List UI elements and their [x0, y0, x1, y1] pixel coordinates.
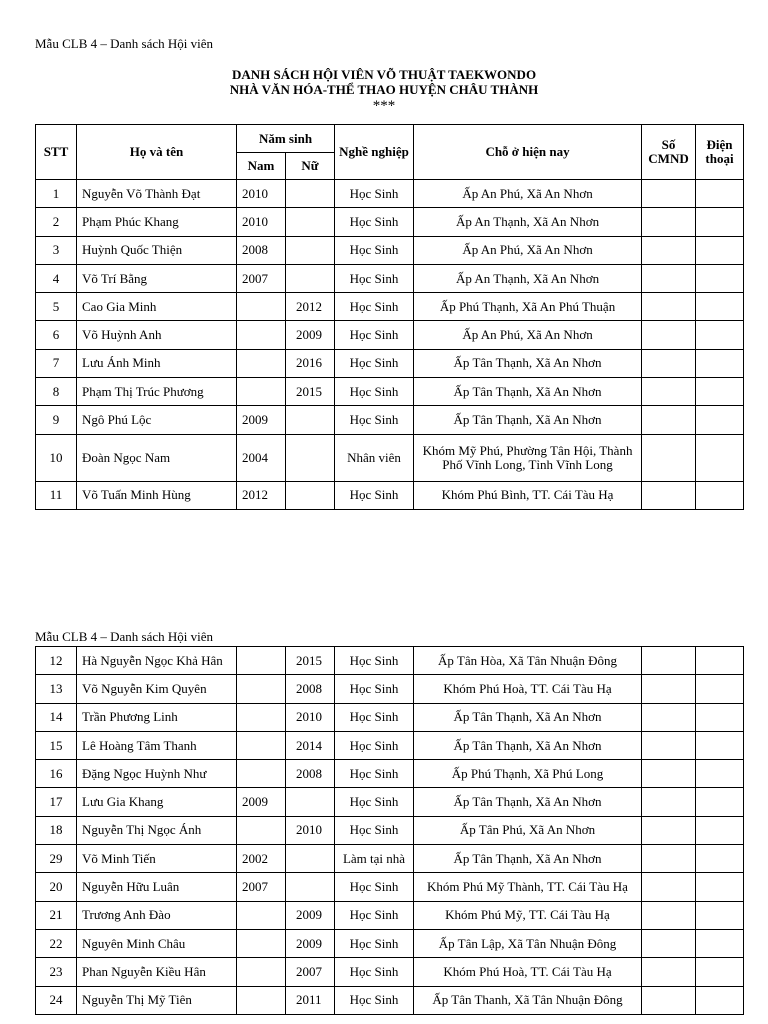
cell-phone [696, 180, 744, 208]
cell-birth-male: 2004 [237, 434, 286, 481]
cell-birth-male: 2012 [237, 481, 286, 509]
cell-job: Học Sinh [335, 760, 414, 788]
cell-address: Khóm Phú Hoà, TT. Cái Tàu Hạ [414, 675, 642, 703]
cell-phone [696, 929, 744, 957]
cell-birth-male [237, 731, 286, 759]
header-name: Họ và tên [77, 125, 237, 180]
cell-name: Hà Nguyễn Ngọc Khả Hân [77, 647, 237, 675]
cell-birth-male [237, 321, 286, 349]
table-row [36, 180, 744, 208]
cell-name: Phạm Thị Trúc Phương [77, 378, 237, 406]
cell-id-number [642, 760, 696, 788]
table-row [36, 434, 744, 481]
cell-phone [696, 788, 744, 816]
cell-stt: 22 [36, 929, 77, 957]
cell-address: Ấp Tân Lập, Xã Tân Nhuận Đông [414, 929, 642, 957]
cell-birth-female: 2010 [286, 703, 335, 731]
cell-stt: 3 [36, 236, 77, 264]
header-female: Nữ [286, 153, 335, 180]
cell-birth-female [286, 236, 335, 264]
cell-job: Học Sinh [335, 378, 414, 406]
cell-id-number [642, 647, 696, 675]
table-row [36, 208, 744, 236]
table-row [36, 647, 744, 675]
cell-birth-male: 2007 [237, 873, 286, 901]
cell-birth-male [237, 901, 286, 929]
cell-id-number [642, 958, 696, 986]
cell-job: Học Sinh [335, 675, 414, 703]
member-table-page1 [35, 124, 744, 510]
document-title-line2: NHÀ VĂN HÓA-THỂ THAO HUYỆN CHÂU THÀNH [229, 82, 539, 97]
cell-birth-male [237, 293, 286, 321]
cell-address: Khóm Phú Mỹ Thành, TT. Cái Tàu Hạ [414, 873, 642, 901]
cell-birth-male: 2002 [237, 845, 286, 873]
cell-job: Học Sinh [335, 703, 414, 731]
table-row [36, 703, 744, 731]
cell-job: Học Sinh [335, 264, 414, 292]
cell-stt: 14 [36, 703, 77, 731]
cell-name: Nguyễn Thị Mỹ Tiên [77, 986, 237, 1014]
cell-id-number [642, 929, 696, 957]
cell-name: Nguyên Minh Châu [77, 929, 237, 957]
cell-birth-female: 2008 [286, 760, 335, 788]
cell-name: Phạm Phúc Khang [77, 208, 237, 236]
cell-phone [696, 349, 744, 377]
table-row [36, 378, 744, 406]
cell-job: Học Sinh [335, 788, 414, 816]
cell-name: Ngô Phú Lộc [77, 406, 237, 434]
cell-id-number [642, 986, 696, 1014]
cell-stt: 1 [36, 180, 77, 208]
cell-phone [696, 873, 744, 901]
cell-stt: 6 [36, 321, 77, 349]
table-row [36, 293, 744, 321]
cell-id-number [642, 378, 696, 406]
cell-job: Học Sinh [335, 986, 414, 1014]
cell-stt: 5 [36, 293, 77, 321]
cell-id-number [642, 180, 696, 208]
cell-name: Đoàn Ngọc Nam [77, 434, 237, 481]
cell-stt: 12 [36, 647, 77, 675]
table-row [36, 675, 744, 703]
cell-stt: 24 [36, 986, 77, 1014]
cell-id-number [642, 845, 696, 873]
table-row [36, 760, 744, 788]
cell-birth-male [237, 647, 286, 675]
cell-job: Học Sinh [335, 731, 414, 759]
cell-job: Học Sinh [335, 321, 414, 349]
cell-phone [696, 321, 744, 349]
document-title-line1: DANH SÁCH HỘI VIÊN VÕ THUẬT TAEKWONDO [231, 67, 537, 82]
cell-job: Học Sinh [335, 816, 414, 844]
cell-birth-male: 2009 [237, 406, 286, 434]
cell-address: Ấp Tân Thạnh, Xã An Nhơn [414, 406, 642, 434]
cell-birth-female: 2014 [286, 731, 335, 759]
cell-stt: 7 [36, 349, 77, 377]
table-row [36, 264, 744, 292]
cell-job: Học Sinh [335, 929, 414, 957]
cell-address: Ấp Phú Thạnh, Xã Phú Long [414, 760, 642, 788]
table-row [36, 845, 744, 873]
cell-birth-male: 2007 [237, 264, 286, 292]
header-male: Nam [237, 153, 286, 180]
cell-id-number [642, 816, 696, 844]
cell-address: Ấp An Phú, Xã An Nhơn [414, 321, 642, 349]
cell-name: Nguyễn Hữu Luân [77, 873, 237, 901]
table-row [36, 349, 744, 377]
cell-birth-female: 2015 [286, 378, 335, 406]
cell-birth-male [237, 675, 286, 703]
cell-phone [696, 816, 744, 844]
cell-name: Phan Nguyễn Kiều Hân [77, 958, 237, 986]
cell-stt: 23 [36, 958, 77, 986]
cell-job: Học Sinh [335, 208, 414, 236]
cell-stt: 21 [36, 901, 77, 929]
cell-name: Huỳnh Quốc Thiện [77, 236, 237, 264]
cell-job: Nhân viên [335, 434, 414, 481]
cell-name: Trương Anh Đào [77, 901, 237, 929]
cell-phone [696, 378, 744, 406]
cell-stt: 4 [36, 264, 77, 292]
cell-birth-female [286, 208, 335, 236]
cell-birth-male [237, 760, 286, 788]
cell-birth-female [286, 406, 335, 434]
cell-stt: 11 [36, 481, 77, 509]
cell-address: Ấp Tân Thạnh, Xã An Nhơn [414, 349, 642, 377]
cell-job: Học Sinh [335, 349, 414, 377]
header-id-number: Số CMND [642, 125, 696, 180]
header-stt: STT [36, 125, 77, 180]
cell-birth-male [237, 816, 286, 844]
cell-phone [696, 760, 744, 788]
cell-id-number [642, 788, 696, 816]
cell-birth-male: 2010 [237, 208, 286, 236]
cell-birth-female: 2015 [286, 647, 335, 675]
cell-stt: 2 [36, 208, 77, 236]
cell-id-number [642, 208, 696, 236]
table-row [36, 873, 744, 901]
cell-birth-female: 2009 [286, 901, 335, 929]
cell-id-number [642, 873, 696, 901]
cell-phone [696, 703, 744, 731]
form-label: Mẫu CLB 4 – Danh sách Hội viên [35, 36, 214, 51]
cell-id-number [642, 901, 696, 929]
cell-address: Ấp Phú Thạnh, Xã An Phú Thuận [414, 293, 642, 321]
cell-stt: 18 [36, 816, 77, 844]
cell-name: Nguyễn Thị Ngọc Ánh [77, 816, 237, 844]
cell-birth-female: 2010 [286, 816, 335, 844]
cell-phone [696, 481, 744, 509]
cell-stt: 20 [36, 873, 77, 901]
cell-address: Ấp Tân Thạnh, Xã An Nhơn [414, 845, 642, 873]
header-address: Chỗ ở hiện nay [414, 125, 642, 180]
cell-id-number [642, 675, 696, 703]
cell-birth-female [286, 434, 335, 481]
cell-birth-male [237, 378, 286, 406]
cell-address: Ấp An Thạnh, Xã An Nhơn [414, 208, 642, 236]
cell-birth-female: 2012 [286, 293, 335, 321]
cell-birth-female [286, 264, 335, 292]
cell-address: Khóm Mỹ Phú, Phường Tân Hội, Thành Phố Vĩnh Long, Tỉnh Vĩnh Long [414, 434, 642, 481]
cell-address: Ấp Tân Thạnh, Xã An Nhơn [414, 703, 642, 731]
header-phone: Điện thoại [696, 125, 744, 180]
cell-birth-male [237, 986, 286, 1014]
cell-job: Học Sinh [335, 901, 414, 929]
cell-stt: 13 [36, 675, 77, 703]
cell-job: Học Sinh [335, 406, 414, 434]
table-row [36, 901, 744, 929]
cell-phone [696, 264, 744, 292]
cell-name: Lê Hoàng Tâm Thanh [77, 731, 237, 759]
table-row [36, 788, 744, 816]
cell-birth-female [286, 845, 335, 873]
cell-address: Ấp An Phú, Xã An Nhơn [414, 180, 642, 208]
cell-name: Võ Tuấn Minh Hùng [77, 481, 237, 509]
cell-id-number [642, 406, 696, 434]
cell-address: Ấp Tân Phú, Xã An Nhơn [414, 816, 642, 844]
cell-id-number [642, 236, 696, 264]
cell-name: Võ Minh Tiến [77, 845, 237, 873]
cell-job: Học Sinh [335, 293, 414, 321]
cell-birth-male: 2010 [237, 180, 286, 208]
cell-birth-female [286, 873, 335, 901]
cell-stt: 9 [36, 406, 77, 434]
cell-job: Làm tại nhà [335, 845, 414, 873]
table-row [36, 816, 744, 844]
cell-phone [696, 731, 744, 759]
table-row [36, 986, 744, 1014]
cell-name: Võ Nguyễn Kim Quyên [77, 675, 237, 703]
cell-name: Lưu Ánh Minh [77, 349, 237, 377]
cell-address: Ấp An Thạnh, Xã An Nhơn [414, 264, 642, 292]
cell-phone [696, 434, 744, 481]
cell-address: Khóm Phú Bình, TT. Cái Tàu Hạ [414, 481, 642, 509]
table-row [36, 958, 744, 986]
cell-job: Học Sinh [335, 236, 414, 264]
cell-id-number [642, 434, 696, 481]
cell-phone [696, 406, 744, 434]
cell-birth-female: 2009 [286, 929, 335, 957]
cell-address: Ấp Tân Thạnh, Xã An Nhơn [414, 378, 642, 406]
cell-stt: 16 [36, 760, 77, 788]
table-row [36, 731, 744, 759]
cell-id-number [642, 293, 696, 321]
cell-name: Nguyễn Võ Thành Đạt [77, 180, 237, 208]
cell-stt: 29 [36, 845, 77, 873]
cell-phone [696, 293, 744, 321]
form-label-page2: Mẫu CLB 4 – Danh sách Hội viên [35, 629, 214, 644]
cell-name: Đặng Ngọc Huỳnh Như [77, 760, 237, 788]
cell-job: Học Sinh [335, 873, 414, 901]
cell-name: Lưu Gia Khang [77, 788, 237, 816]
cell-phone [696, 845, 744, 873]
cell-id-number [642, 481, 696, 509]
cell-birth-female: 2007 [286, 958, 335, 986]
cell-address: Ấp Tân Thanh, Xã Tân Nhuận Đông [414, 986, 642, 1014]
cell-job: Học Sinh [335, 481, 414, 509]
cell-job: Học Sinh [335, 647, 414, 675]
cell-id-number [642, 349, 696, 377]
title-ornament: *** [372, 98, 396, 114]
cell-birth-female: 2008 [286, 675, 335, 703]
cell-address: Ấp Tân Thạnh, Xã An Nhơn [414, 788, 642, 816]
cell-birth-male [237, 349, 286, 377]
cell-stt: 8 [36, 378, 77, 406]
cell-birth-male [237, 929, 286, 957]
cell-phone [696, 647, 744, 675]
cell-birth-female [286, 788, 335, 816]
cell-address: Ấp Tân Hòa, Xã Tân Nhuận Đông [414, 647, 642, 675]
cell-stt: 10 [36, 434, 77, 481]
table-row [36, 321, 744, 349]
cell-id-number [642, 264, 696, 292]
cell-birth-female: 2016 [286, 349, 335, 377]
cell-birth-female: 2011 [286, 986, 335, 1014]
cell-birth-male: 2009 [237, 788, 286, 816]
cell-birth-female: 2009 [286, 321, 335, 349]
member-table-page2 [35, 646, 744, 1015]
table-row [36, 236, 744, 264]
cell-name: Trần Phương Linh [77, 703, 237, 731]
cell-name: Cao Gia Minh [77, 293, 237, 321]
cell-phone [696, 958, 744, 986]
cell-address: Ấp Tân Thạnh, Xã An Nhơn [414, 731, 642, 759]
cell-phone [696, 675, 744, 703]
table-row [36, 406, 744, 434]
cell-birth-male [237, 703, 286, 731]
cell-phone [696, 236, 744, 264]
cell-name: Võ Trí Bằng [77, 264, 237, 292]
cell-address: Khóm Phú Mỹ, TT. Cái Tàu Hạ [414, 901, 642, 929]
cell-name: Võ Huỳnh Anh [77, 321, 237, 349]
table-row [36, 481, 744, 509]
cell-phone [696, 208, 744, 236]
table-row [36, 929, 744, 957]
cell-stt: 15 [36, 731, 77, 759]
cell-birth-female [286, 180, 335, 208]
cell-birth-male: 2008 [237, 236, 286, 264]
cell-address: Ấp An Phú, Xã An Nhơn [414, 236, 642, 264]
cell-phone [696, 901, 744, 929]
cell-id-number [642, 731, 696, 759]
cell-id-number [642, 703, 696, 731]
cell-birth-female [286, 481, 335, 509]
cell-address: Khóm Phú Hoà, TT. Cái Tàu Hạ [414, 958, 642, 986]
cell-birth-male [237, 958, 286, 986]
cell-job: Học Sinh [335, 958, 414, 986]
cell-stt: 17 [36, 788, 77, 816]
header-birth-year: Năm sinh [237, 125, 335, 153]
cell-id-number [642, 321, 696, 349]
cell-phone [696, 986, 744, 1014]
cell-job: Học Sinh [335, 180, 414, 208]
header-job: Nghề nghiệp [335, 125, 414, 180]
